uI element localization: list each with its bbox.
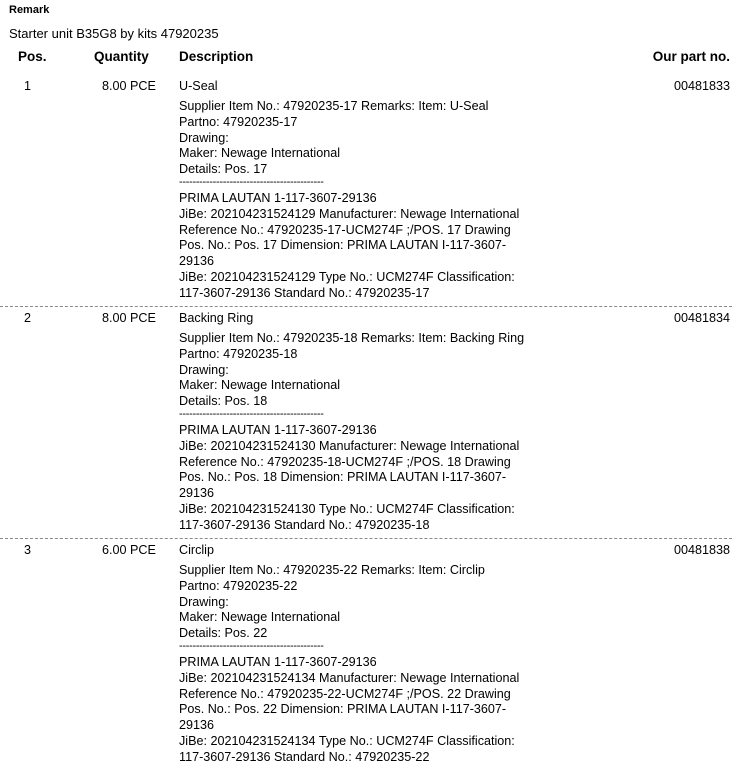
detail-line: Maker: Newage International [179, 378, 341, 393]
item-quantity: 6.00 PCE [102, 543, 156, 557]
item-pos: 3 [24, 543, 32, 557]
detail-line: Partno: 47920235-18 [179, 346, 298, 361]
detail-line: Reference No.: 47920235-17-UCM274F ;/POS. 17 Drawing [179, 222, 511, 237]
remark-text: Starter unit B35G8 by kits 47920235 [9, 26, 219, 41]
detail-line: Reference No.: 47920235-22-UCM274F ;/POS. 22 Drawing [179, 686, 511, 701]
detail-line: Drawing: [179, 594, 229, 609]
detail-line: PRIMA LAUTAN 1-117-3607-29136 [179, 654, 377, 669]
item-part-no: 00481838 [673, 543, 730, 557]
item-name: Circlip [179, 543, 214, 557]
item-pos: 1 [24, 79, 32, 93]
detail-line: Supplier Item No.: 47920235-17 Remarks: Item: U-Seal [179, 99, 489, 113]
header-part-no: Our part no. [652, 49, 730, 64]
header-description: Description [179, 49, 254, 64]
detail-line: Maker: Newage International [179, 610, 341, 625]
detail-line: Pos. No.: Pos. 17 Dimension: PRIMA LAUTAN I-117-3607- [179, 238, 507, 253]
detail-line: Drawing: [179, 362, 229, 377]
row-divider [0, 538, 732, 539]
detail-line: JiBe: 202104231524130 Type No.: UCM274F Classification: [179, 501, 515, 516]
item-quantity: 8.00 PCE [102, 311, 156, 325]
detail-line: JiBe: 202104231524134 Manufacturer: Newage International [179, 670, 520, 685]
item-part-no: 00481834 [673, 311, 730, 325]
detail-line: 29136 [179, 254, 215, 269]
item-pos: 2 [24, 311, 32, 325]
detail-line: PRIMA LAUTAN 1-117-3607-29136 [179, 190, 377, 205]
detail-line: JiBe: 202104231524129 Type No.: UCM274F Classification: [179, 269, 515, 284]
item-details [179, 331, 579, 534]
detail-line: Supplier Item No.: 47920235-18 Remarks: Item: Backing Ring [179, 331, 525, 345]
detail-line: 117-3607-29136 Standard No.: 47920235-18 [179, 517, 430, 532]
header-quantity: Quantity [94, 49, 149, 64]
item-details [179, 563, 579, 766]
detail-line: 29136 [179, 486, 215, 501]
detail-line: PRIMA LAUTAN 1-117-3607-29136 [179, 422, 377, 437]
remark-label: Remark [9, 4, 50, 16]
item-part-no: 00481833 [673, 79, 730, 93]
detail-line: JiBe: 202104231524129 Manufacturer: Newage International [179, 206, 520, 221]
item-details [179, 99, 579, 302]
detail-line: Reference No.: 47920235-18-UCM274F ;/POS. 18 Drawing [179, 454, 511, 469]
header-pos: Pos. [18, 49, 47, 64]
detail-line: 117-3607-29136 Standard No.: 47920235-22 [179, 749, 430, 764]
item-quantity: 8.00 PCE [102, 79, 156, 93]
detail-line: Maker: Newage International [179, 146, 341, 161]
detail-line: Details: Pos. 18 [179, 394, 268, 409]
detail-line: Details: Pos. 17 [179, 162, 268, 177]
detail-separator: ------------------------------------------- [179, 639, 324, 652]
item-name: Backing Ring [179, 311, 254, 325]
detail-line: Partno: 47920235-17 [179, 114, 298, 129]
detail-line: Pos. No.: Pos. 22 Dimension: PRIMA LAUTAN I-117-3607- [179, 702, 507, 717]
detail-line: Partno: 47920235-22 [179, 578, 298, 593]
row-divider [0, 306, 732, 307]
detail-separator: ------------------------------------------- [179, 407, 324, 420]
detail-separator: ------------------------------------------- [179, 175, 324, 188]
detail-line: JiBe: 202104231524134 Type No.: UCM274F Classification: [179, 733, 515, 748]
detail-line: 117-3607-29136 Standard No.: 47920235-17 [179, 285, 430, 300]
detail-line: Drawing: [179, 130, 229, 145]
detail-line: Supplier Item No.: 47920235-22 Remarks: Item: Circlip [179, 563, 485, 577]
detail-line: Pos. No.: Pos. 18 Dimension: PRIMA LAUTAN I-117-3607- [179, 470, 507, 485]
detail-line: Details: Pos. 22 [179, 626, 268, 641]
detail-line: JiBe: 202104231524130 Manufacturer: Newage International [179, 438, 520, 453]
detail-line: 29136 [179, 718, 215, 733]
item-name: U-Seal [179, 79, 218, 93]
